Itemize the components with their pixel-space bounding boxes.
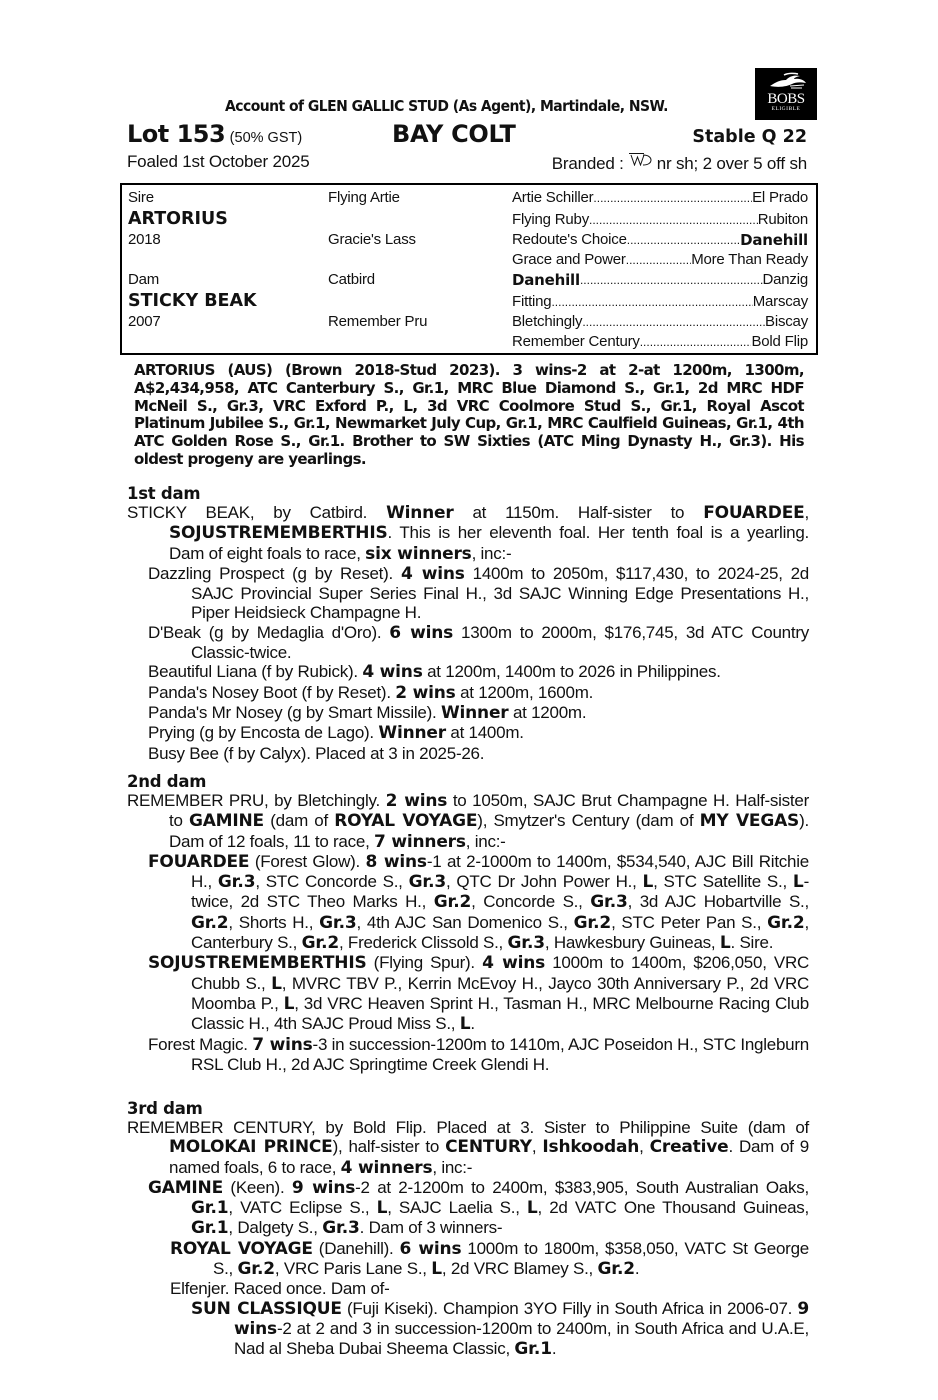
bold-text: L [283,993,295,1014]
text: , Dalgety S., [228,1218,323,1238]
dam-year: 2007 [128,313,161,330]
sire-year: 2018 [128,231,161,248]
great-grandparent-sire: Bold Flip [751,333,808,350]
leader-dots [593,189,752,206]
progeny-entry [127,1279,809,1298]
text: at 1200m. [508,702,587,722]
text: Panda's Nosey Boot (f by Reset). [148,682,396,702]
text: (Flying Spur). [366,953,483,973]
bold-text: MOLOKAI PRINCE [169,1137,333,1158]
text: , STC Satellite S., [653,872,793,892]
bold-text: ROYAL VOYAGE [170,1238,313,1259]
text: . This is her eleventh foal. Her tenth foal is a yearling. Dam of eight foals to race, [169,523,809,563]
bold-text: 9 wins [291,1177,356,1198]
great-grandparent-row [512,293,808,310]
text: . Dam of 9 named foals, 6 to race, [169,1137,810,1177]
dam-description [127,503,809,564]
text: , VATC Eclipse S., [228,1198,377,1218]
great-grandparent-sire: Marscay [752,293,808,310]
progeny-entry [127,1178,809,1239]
branded-detail: nr sh; 2 over 5 off sh [656,154,807,173]
pedigree-table [120,183,818,355]
bold-text: 4 winners [340,1157,433,1178]
bold-text: Gr.3 [217,872,256,893]
great-grandparent-sire: Biscay [765,313,808,330]
second-dam-section [127,772,809,1074]
text: . Dam of 3 winners- [359,1218,503,1238]
leader-dots [582,313,765,330]
text: -2 at 2 and 3 in succession-1200m to 2400m, in South Africa and U.A.E, Nad al Sheba Dubai Sheema Classic, [234,1318,809,1359]
progeny-entry [127,1239,809,1280]
great-grandparent-sire: More Than Ready [691,251,808,268]
progeny-entry [127,953,809,1034]
bold-text: Gr.2 [767,912,805,933]
progeny-entry [127,1035,809,1075]
great-grandparent-sire: El Prado [752,189,808,206]
text: , STC Concorde S., [255,872,409,892]
progeny-entry [127,662,809,682]
text: Beautiful Liana (f by Rubick). [148,662,363,682]
dam-description [127,791,809,852]
text: . [551,1339,557,1359]
text: , inc:- [471,543,512,563]
progeny-entry [127,703,809,723]
text: (Fuji Kiseki). Champion 3YO Filly in South Africa in 2006-07. [341,1298,798,1318]
text: Forest Magic. [148,1034,253,1054]
horse-description: BAY COLT [392,120,516,148]
brand-info [552,152,807,174]
bold-text: SOJUSTREMEMBERTHIS [169,523,388,544]
great-grandparent-sire: Rubiton [757,211,808,228]
lot-heading [127,120,302,148]
text: , [804,503,810,522]
bold-text: 7 wins [252,1034,313,1055]
dam-entries [127,791,809,1074]
granddam-sire: Gracie's Lass [328,231,416,248]
bold-text: Gr.1 [514,1339,552,1360]
bold-text: 6 wins [389,622,454,643]
text: , inc:- [432,1157,473,1177]
great-grandparent-name: Fitting [512,293,552,310]
bold-text: SOJUSTREMEMBERTHIS [148,953,367,974]
grandsire-dam: Catbird [328,271,375,288]
text: , STC Peter Pan S., [611,912,768,932]
leader-dots [551,293,752,310]
text: at 1150m. Half-sister to [453,503,704,522]
dam-entries [127,503,809,763]
w-brand-mark-icon [628,152,652,166]
bold-text: Gr.3 [319,912,357,933]
text: , MVRC TBV P., Kerrin McEvoy H., Jayco 30th Anniversary P., 2d VRC Moomba P., [191,973,810,1013]
text: , 2d VRC Blamey S., [441,1259,598,1279]
bold-text: CENTURY [445,1137,532,1158]
text: ), Smytzer's Century (dam of [477,811,700,831]
text: ), half-sister to [332,1137,446,1157]
great-grandparent-name: Remember Century [512,333,640,350]
foaled-date: Foaled 1st October 2025 [127,152,310,171]
text: , 2d VATC One Thousand Guineas, [537,1198,809,1218]
great-grandparent-row [512,189,808,206]
bold-text: Winner [378,723,446,744]
bold-text: GAMINE [148,1177,223,1198]
bold-text: Gr.1 [191,1218,229,1239]
bold-text: Gr.3 [590,892,628,913]
text: to 1050m, SAJC Brut Champagne H. Half-sister to [169,791,809,831]
text: , [531,1137,543,1157]
bold-text: Winner [386,503,454,523]
gst-note: (50% GST) [229,130,303,146]
grandsire-sire: Flying Artie [328,189,400,206]
bold-text: 4 wins [400,563,465,584]
text: , [639,1137,650,1157]
logo-title: BOBS [767,91,805,107]
bold-text: L [431,1259,442,1280]
section-heading: 2nd dam [127,772,207,791]
great-grandparent-row [512,271,808,289]
bold-text: L [792,872,804,893]
progeny-entry [127,1299,809,1360]
first-dam-section [127,484,809,763]
text: , 4th AJC San Domenico S., [356,912,574,932]
dam-entries [127,1118,809,1360]
leader-dots [626,251,691,268]
text: Panda's Mr Nosey (g by Smart Missile). [148,702,441,722]
great-grandparent-name: Danehill [512,271,580,289]
lot-number: Lot 153 [127,120,226,148]
text: 1300m to 2000m, $176,745, 3d ATC Country Classic-twice. [191,622,809,663]
bold-text: Ishkoodah [542,1137,640,1158]
text: (Forest Glow). [249,851,366,871]
bold-text: 2 wins [395,682,456,703]
bold-text: 6 wins [399,1238,462,1259]
bold-text: 9 wins [234,1298,809,1339]
text: , Concorde S., [471,892,591,912]
bold-text: six winners [365,543,472,564]
leader-dots [627,231,740,249]
bold-text: ROYAL VOYAGE [334,811,478,832]
bold-text: Gr.3 [322,1218,360,1239]
granddam-dam: Remember Pru [328,313,428,330]
bold-text: L [719,933,731,954]
dam-name: STICKY BEAK [128,291,257,311]
sire-label: Sire [128,189,154,206]
text: . [470,1014,475,1034]
great-grandparent-name: Redoute's Choice [512,231,627,248]
text: REMEMBER CENTURY, by Bold Flip. Placed at 3. Sister to Philippine Suite (dam of [127,1118,809,1137]
vendor-account: Account of GLEN GALLIC STUD (As Agent), Martindale, NSW. [225,97,668,115]
text: -1 at 2-1000m to 1400m, $534,540, AJC Bill Ritchie H., [191,851,809,892]
bold-text: Creative [649,1137,729,1158]
bold-text: SUN CLASSIQUE [191,1298,342,1319]
text: , SAJC Laelia S., [387,1198,527,1218]
dam-label: Dam [128,271,160,288]
section-heading: 3rd dam [127,1099,203,1118]
bold-text: FOUARDEE [148,851,250,872]
bold-text: MY VEGAS [699,811,800,832]
text: Busy Bee (f by Calyx). Placed at 3 in 2025-26. [148,743,485,763]
bold-text: 4 wins [362,662,423,683]
text: REMEMBER PRU, by Bletchingly. [127,791,386,810]
bold-text: Gr.3 [507,933,545,954]
bold-text: L [459,1014,471,1035]
text: at 1200m, 1600m. [455,682,594,702]
great-grandparent-row [512,333,808,350]
bold-text: Gr.2 [573,912,612,933]
bold-text: Gr.2 [237,1259,275,1280]
bold-text: Gr.2 [433,892,472,913]
text: -3 in succession-1200m to 1410m, AJC Poseidon H., STC Ingleburn RSL Club H., 2d AJC Springtime Creek Glendi H. [191,1034,809,1074]
progeny-entry [127,852,809,953]
great-grandparent-name: Bletchingly [512,313,583,330]
sire-summary: ARTORIUS (AUS) (Brown 2018-Stud 2023). 3 wins-2 at 2-at 1200m, 1300m, A$2,434,958, ATC Canterbury S., Gr.1, MRC Blue Diamond S., Gr.1, 2d MRC HDF McNeil S., Gr.3, VRC Exford P., L, 3d VRC Coolmore Stud S., Gr.1, Royal Ascot Platinum Jubilee S., Gr.1, Newmarket July Cup, Gr.1, MRC Caulfield Guineas, Gr.1, 4th ATC Golden Rose S., Gr.1. Brother to SW Sixties (ATC Ming Dynasty H., Gr.3). His oldest progeny are yearlings. [134,361,804,468]
bold-text: Winner [440,702,509,723]
bold-text: Gr.1 [191,1198,229,1219]
bold-text: L [526,1198,538,1219]
bold-text: L [376,1198,388,1219]
bold-text: 4 wins [482,953,546,974]
text: STICKY BEAK, by Catbird. [127,503,387,522]
stable-location: Stable Q 22 [692,127,807,147]
leader-dots [589,211,758,228]
bold-text: Gr.2 [597,1259,635,1280]
text: , QTC Dr John Power H., [446,872,643,892]
great-grandparent-sire: Danehill [740,231,808,249]
text: -2 at 2-1200m to 2400m, $383,905, South Australian Oaks, [355,1177,809,1197]
text: , Shorts H., [228,912,320,932]
bold-text: Gr.2 [191,912,229,933]
text: , Frederick Clissold S., [338,933,508,953]
text: D'Beak (g by Medaglia d'Oro). [148,622,390,642]
text: at 1400m. [445,723,524,743]
text: ). Dam of 12 foals, 11 to race, [169,811,809,851]
text: 1000m to 1400m, $206,050, VRC Chubb S., [191,953,809,993]
bold-text: Gr.3 [408,872,446,893]
bold-text: 7 winners [374,831,466,852]
text: (dam of [263,811,335,831]
horse-head-logo-icon [764,72,808,92]
leader-dots [580,271,763,289]
text: , 3d AJC Hobartville S., [627,892,809,912]
text: (Danehill). [312,1238,400,1258]
text: . [634,1259,640,1279]
great-grandparent-row [512,211,808,228]
text: -twice, 2d STC Theo Marks H., [191,872,809,912]
text: , 3d VRC Heaven Sprint H., Tasman H., MRC Melbourne Racing Club Classic H., 4th SAJC Proud Miss S., [191,993,809,1034]
branded-label: Branded : [551,154,624,173]
text: Dazzling Prospect (g by Reset). [148,563,401,583]
text: (Keen). [223,1177,292,1197]
bold-text: 8 wins [365,851,427,872]
bold-text: GAMINE [188,811,264,832]
bold-text: L [271,973,282,994]
great-grandparent-name: Artie Schiller [512,189,594,206]
text: . Sire. [730,933,774,953]
text: 1000m to 1800m, $358,050, VATC St George S., [213,1238,809,1279]
great-grandparent-name: Flying Ruby [512,211,589,228]
text: 1400m to 2050m, $117,430, to 2024-25, 2d SAJC Provincial Super Series Final H., 3d SAJC Winning Edge Presentations H., Piper Heidsieck Champagne H. [191,563,809,623]
great-grandparent-sire: Danzig [762,271,808,288]
great-grandparent-row [512,251,808,268]
text: , Hawkesbury Guineas, [544,933,720,953]
progeny-entry [127,683,809,703]
progeny-entry [127,723,809,743]
text: , VRC Paris Lane S., [274,1259,432,1279]
leader-dots [640,333,752,350]
third-dam-section [127,1099,809,1360]
dam-description [127,1118,809,1178]
text: Elfenjer. Raced once. Dam of- [170,1279,390,1299]
text: at 1200m, 1400m to 2026 in Philippines. [422,662,721,682]
bold-text: L [642,872,654,893]
bold-text: 2 wins [385,791,448,811]
progeny-entry [127,623,809,663]
great-grandparent-name: Grace and Power [512,251,626,268]
bobs-eligible-logo [755,68,817,120]
progeny-entry [127,744,809,763]
text: Prying (g by Encosta de Lago). [148,723,379,743]
text: , Canterbury S., [191,912,809,953]
bold-text: FOUARDEE [703,503,805,523]
sire-name: ARTORIUS [128,209,228,229]
progeny-entry [127,564,809,623]
great-grandparent-row [512,231,808,249]
text: , inc:- [465,831,506,851]
great-grandparent-row [512,313,808,330]
logo-subtitle: ELIGIBLE [771,106,801,112]
bold-text: Gr.2 [301,933,339,954]
section-heading: 1st dam [127,484,201,503]
